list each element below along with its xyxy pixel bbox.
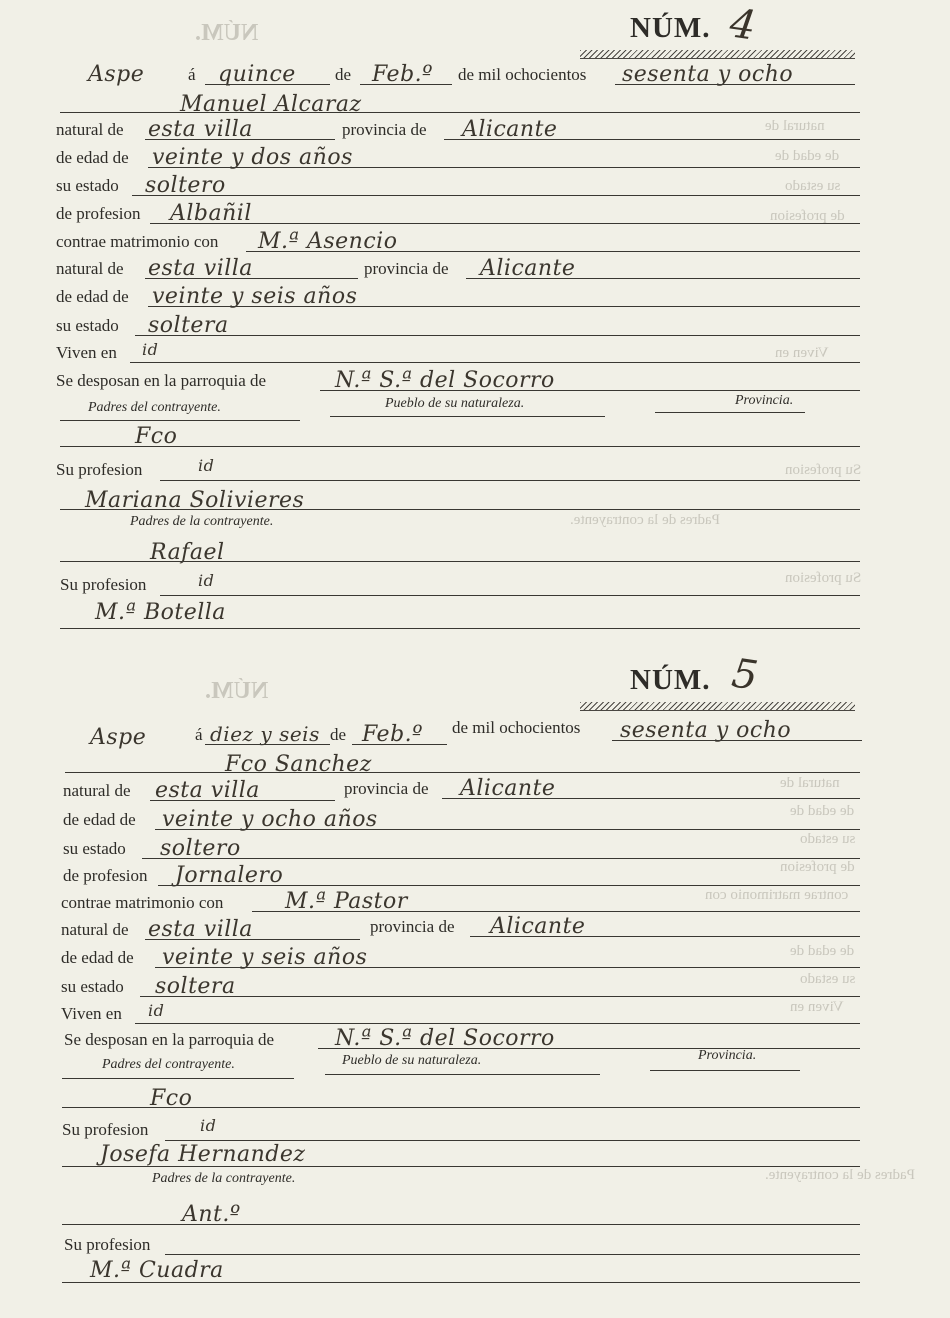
- place: Aspe: [90, 725, 147, 750]
- bleed-through-text: Su profesion: [785, 462, 862, 478]
- bleed-through-text: de edad de: [775, 148, 840, 164]
- bleed-through-text: Padres de la contrayente.: [570, 512, 720, 528]
- bleed-through-text: de edad de: [790, 943, 855, 959]
- place: Aspe: [88, 62, 145, 87]
- ornamental-rule: [580, 702, 855, 711]
- groom-name: Manuel Alcaraz: [180, 92, 362, 117]
- bride-status: soltera: [155, 974, 236, 999]
- label-de-mil: de mil ochocientos: [458, 65, 587, 84]
- rule: [60, 112, 860, 113]
- rule: [246, 251, 860, 252]
- rule: [205, 744, 330, 745]
- label-profesion: de profesion: [63, 866, 148, 885]
- label-desposan: Se desposan en la parroquia de: [64, 1030, 275, 1049]
- rule: [135, 335, 860, 336]
- rule: [612, 740, 862, 741]
- rule: [466, 278, 860, 279]
- rule: [60, 509, 860, 510]
- bride-parents-profession: id: [198, 571, 215, 590]
- bleed-through-text: Su profesion: [785, 570, 862, 586]
- label-provincia-col: Provincia.: [698, 1048, 757, 1063]
- rule: [135, 1023, 860, 1024]
- bride-father: Rafael: [150, 540, 225, 565]
- rule: [62, 1282, 860, 1283]
- label-provincia: provincia de: [344, 779, 429, 798]
- label-padres-contrayente: Padres del contrayente.: [102, 1057, 235, 1072]
- rule: [442, 798, 860, 799]
- label-natural: natural de: [56, 259, 124, 278]
- rule: [155, 829, 860, 830]
- label-pueblo: Pueblo de su naturaleza.: [342, 1053, 482, 1068]
- label-de-mil: de mil ochocientos: [452, 718, 581, 737]
- groom-age: veinte y dos años: [152, 145, 353, 170]
- month: Feb.º: [372, 62, 434, 87]
- bride-mother: M.ª Botella: [95, 600, 226, 625]
- bride-status: soltera: [148, 313, 229, 338]
- bleed-through-text: su estado: [800, 831, 856, 847]
- bride-age: veinte y seis años: [162, 945, 368, 970]
- label-contrae: contrae matrimonio con: [56, 232, 219, 251]
- rule: [650, 1070, 800, 1071]
- groom-profession: Jornalero: [175, 863, 284, 888]
- bride-age: veinte y seis años: [152, 284, 358, 309]
- label-estado: su estado: [56, 316, 119, 335]
- groom-age: veinte y ocho años: [162, 807, 378, 832]
- label-a: á: [188, 65, 196, 84]
- live-in: id: [142, 340, 159, 359]
- bleed-through-text: Viven en: [775, 345, 829, 361]
- rule: [205, 84, 330, 85]
- rule: [60, 628, 860, 629]
- label-su-profesion: Su profesion: [64, 1235, 151, 1254]
- groom-mother: Mariana Solivieres: [85, 488, 305, 513]
- rule: [148, 306, 860, 307]
- rule: [352, 744, 447, 745]
- label-edad: de edad de: [56, 287, 129, 306]
- rule: [165, 1140, 860, 1141]
- label-pueblo: Pueblo de su naturaleza.: [385, 396, 525, 411]
- rule: [130, 362, 860, 363]
- bride-mother: M.ª Cuadra: [90, 1258, 224, 1283]
- label-viven: Viven en: [61, 1004, 122, 1023]
- label-estado: su estado: [63, 839, 126, 858]
- bleed-through-text: de profesion: [770, 208, 845, 224]
- groom-parents-profession: id: [200, 1116, 217, 1135]
- day: diez y seis: [210, 722, 320, 746]
- ornamental-rule: [580, 50, 855, 59]
- bleed-through-text: su estado: [800, 971, 856, 987]
- rule: [150, 223, 860, 224]
- day: quince: [218, 62, 296, 87]
- bleed-through-text: de edad de: [790, 803, 855, 819]
- groom-status: soltero: [160, 836, 241, 861]
- rule: [155, 967, 860, 968]
- rule: [320, 390, 860, 391]
- groom-province: Alicante: [462, 117, 558, 142]
- rule: [330, 416, 605, 417]
- rule: [148, 167, 860, 168]
- label-edad: de edad de: [63, 810, 136, 829]
- bleed-through-num: NÚM.: [205, 678, 269, 704]
- label-padres-contrayenta: Padres de la contrayente.: [152, 1171, 296, 1186]
- rule: [62, 1078, 294, 1079]
- bride-province: Alicante: [490, 914, 586, 939]
- rule: [145, 939, 360, 940]
- label-natural: natural de: [61, 920, 129, 939]
- rule: [252, 911, 860, 912]
- rule: [140, 996, 860, 997]
- bride-province: Alicante: [480, 256, 576, 281]
- rule: [142, 858, 860, 859]
- entry-number: 4: [726, 0, 759, 50]
- parish: N.ª S.ª del Socorro: [335, 368, 555, 393]
- label-edad: de edad de: [61, 948, 134, 967]
- groom-father: Fco: [135, 424, 178, 449]
- rule: [132, 195, 860, 196]
- bride-natural: esta villa: [148, 917, 253, 942]
- bleed-through-text: contrae matrimonio con: [705, 887, 849, 903]
- rule: [470, 936, 860, 937]
- label-natural: natural de: [56, 120, 124, 139]
- groom-name: Fco Sanchez: [225, 752, 372, 777]
- label-su-profesion: Su profesion: [56, 460, 143, 479]
- year: sesenta y ocho: [622, 62, 794, 87]
- rule: [444, 139, 860, 140]
- bleed-through-text: Padres de la contrayente.: [765, 1167, 915, 1183]
- label-edad: de edad de: [56, 148, 129, 167]
- label-de: de: [335, 65, 352, 84]
- label-viven: Viven en: [56, 343, 117, 362]
- year: sesenta y ocho: [620, 718, 792, 743]
- bride-natural: esta villa: [148, 256, 253, 281]
- label-natural: natural de: [63, 781, 131, 800]
- groom-natural: esta villa: [148, 117, 253, 142]
- rule: [158, 885, 860, 886]
- rule: [60, 446, 860, 447]
- rule: [165, 1254, 860, 1255]
- rule: [145, 278, 358, 279]
- entry-number-label: NÚM.: [630, 664, 711, 696]
- bleed-through-text: su estado: [785, 178, 841, 194]
- groom-province: Alicante: [460, 776, 556, 801]
- rule: [615, 84, 855, 85]
- groom-father: Fco: [150, 1086, 193, 1111]
- label-su-profesion: Su profesion: [62, 1120, 149, 1139]
- label-estado: su estado: [56, 176, 119, 195]
- bride-father: Ant.º: [182, 1202, 241, 1227]
- bride-name: M.ª Asencio: [258, 229, 398, 254]
- rule: [325, 1074, 600, 1075]
- rule: [60, 561, 860, 562]
- label-profesion: de profesion: [56, 204, 141, 223]
- month: Feb.º: [362, 722, 424, 747]
- label-a: á: [195, 725, 203, 744]
- rule: [160, 480, 860, 481]
- groom-status: soltero: [145, 173, 226, 198]
- rule: [65, 772, 860, 773]
- bleed-through-text: natural de: [780, 775, 840, 791]
- groom-natural: esta villa: [155, 778, 260, 803]
- label-desposan: Se desposan en la parroquia de: [56, 371, 267, 390]
- rule: [655, 412, 805, 413]
- label-padres-contrayente: Padres del contrayente.: [88, 400, 221, 415]
- rule: [62, 1107, 860, 1108]
- label-padres-contrayenta: Padres de la contrayente.: [130, 514, 274, 529]
- label-su-profesion: Su profesion: [60, 575, 147, 594]
- rule: [145, 139, 335, 140]
- label-de: de: [330, 725, 347, 744]
- bleed-through-text: natural de: [765, 118, 825, 134]
- rule: [318, 1048, 860, 1049]
- label-provincia-col: Provincia.: [735, 393, 794, 408]
- label-provincia: provincia de: [370, 917, 455, 936]
- rule: [150, 800, 335, 801]
- entry-number: 5: [728, 650, 761, 700]
- groom-parents-profession: id: [198, 456, 215, 475]
- live-in: id: [148, 1001, 165, 1020]
- rule: [360, 84, 452, 85]
- groom-mother: Josefa Hernandez: [100, 1142, 306, 1167]
- parish: N.ª S.ª del Socorro: [335, 1026, 555, 1051]
- bleed-through-text: Viven en: [790, 999, 844, 1015]
- label-provincia: provincia de: [342, 120, 427, 139]
- label-provincia: provincia de: [364, 259, 449, 278]
- bride-name: M.ª Pastor: [285, 889, 408, 914]
- rule: [62, 1166, 860, 1167]
- label-estado: su estado: [61, 977, 124, 996]
- groom-profession: Albañil: [170, 201, 252, 226]
- rule: [160, 595, 860, 596]
- bleed-through-num: NÚM.: [195, 20, 259, 46]
- bleed-through-text: de profesion: [780, 859, 855, 875]
- rule: [60, 420, 300, 421]
- rule: [62, 1224, 860, 1225]
- entry-number-label: NÚM.: [630, 12, 711, 44]
- label-contrae: contrae matrimonio con: [61, 893, 224, 912]
